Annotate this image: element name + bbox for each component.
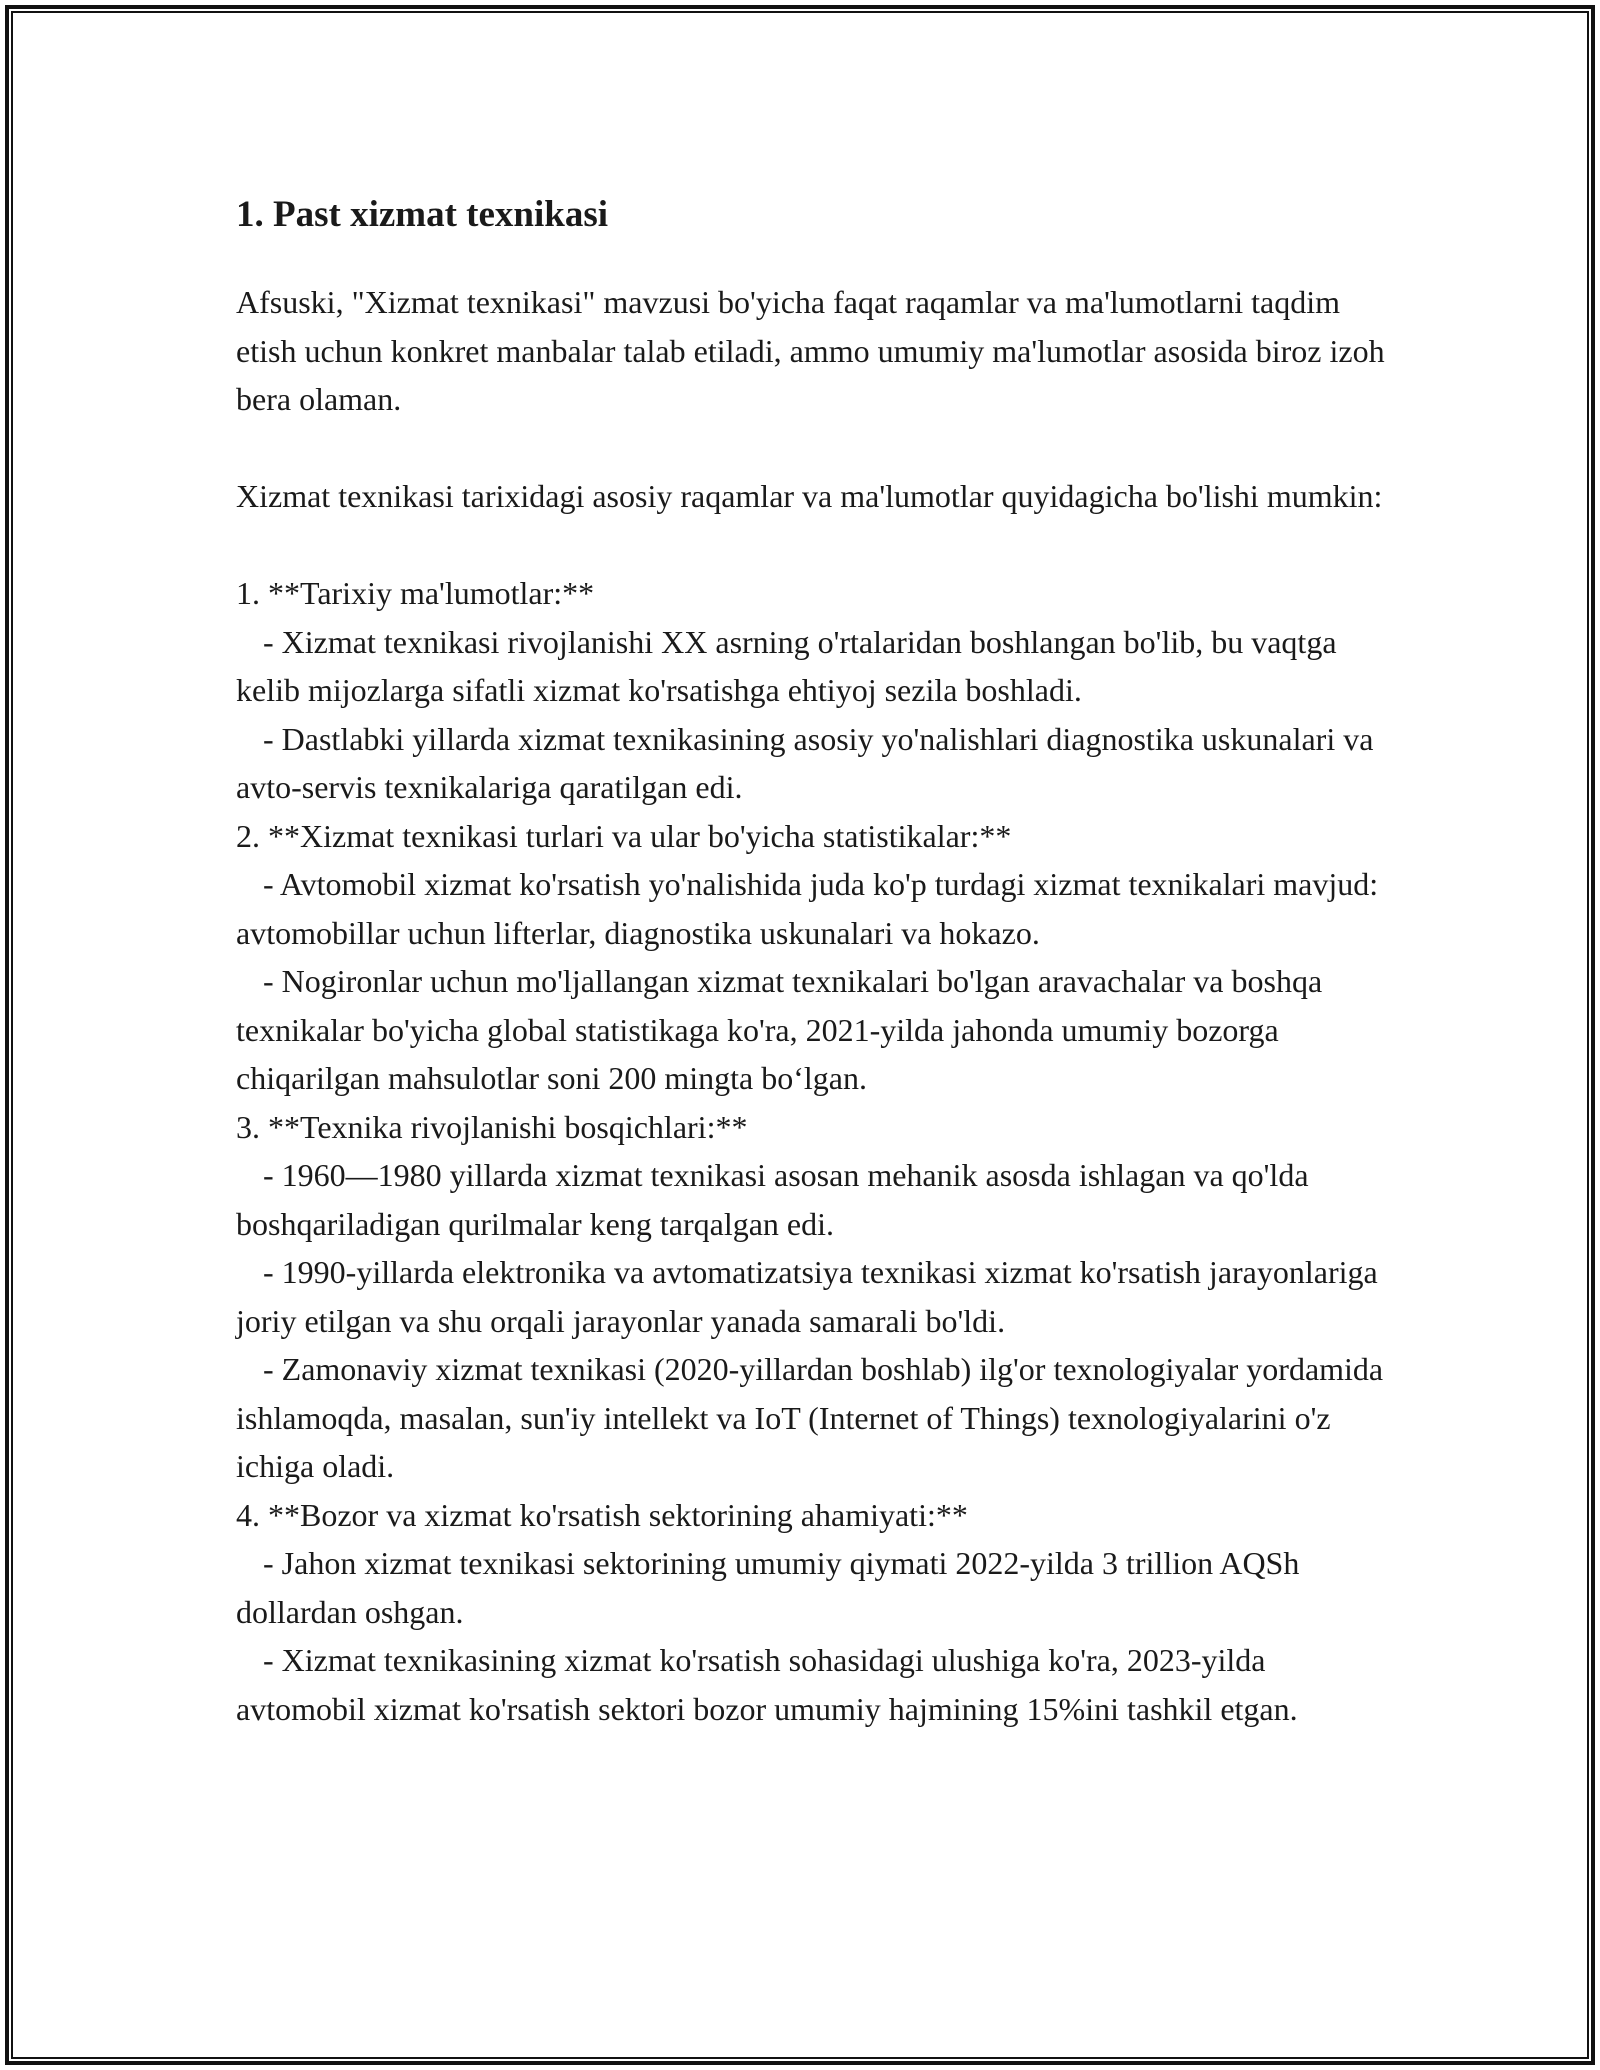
section-heading: 1. **Tarixiy ma'lumotlar:** — [236, 575, 595, 611]
list-item: - Xizmat texnikasining xizmat ko'rsatish sohasidagi ulushiga ko'ra, 2023-yilda avtomobil xizmat ko'rsatish sektori bozor umumiy hajmining 15%ini tashkil etgan. — [236, 1642, 1298, 1727]
list-item: - Avtomobil xizmat ko'rsatish yo'nalishida juda ko'p turdagi xizmat texnikalari mavjud: avtomobillar uchun lifterlar, diagnostika uskunalari va hokazo. — [236, 866, 1379, 951]
document-body — [236, 180, 1386, 1733]
list-item: - 1990-yillarda elektronika va avtomatizatsiya texnikasi xizmat ko'rsatish jarayonlariga joriy etilgan va shu orqali jarayonlar yanada samarali bo'ldi. — [236, 1254, 1378, 1339]
lead-paragraph: Xizmat texnikasi tarixidagi asosiy raqamlar va ma'lumotlar quyidagicha bo'lishi mumkin: — [236, 478, 1383, 514]
list-item: - Zamonaviy xizmat texnikasi (2020-yillardan boshlab) ilg'or texnologiyalar yordamida ishlamoqda, masalan, sun'iy intellekt va IoT (Internet of Things) texnologiyalarini o'z ichiga oladi. — [236, 1351, 1384, 1484]
list-item: - Jahon xizmat texnikasi sektorining umumiy qiymati 2022-yilda 3 trillion AQSh dollardan oshgan. — [236, 1545, 1300, 1630]
page-title: 1. Past xizmat texnikasi — [236, 194, 609, 235]
list-item: - 1960—1980 yillarda xizmat texnikasi asosan mehanik asosda ishlagan va qo'lda boshqariladigan qurilmalar keng tarqalgan edi. — [236, 1157, 1309, 1242]
list-item: - Dastlabki yillarda xizmat texnikasining asosiy yo'nalishlari diagnostika uskunalari va avto-servis texnikalariga qaratilgan edi. — [236, 720, 1374, 805]
section-heading: 3. **Texnika rivojlanishi bosqichlari:** — [236, 1108, 748, 1145]
section-heading: 4. **Bozor va xizmat ko'rsatish sektorining ahamiyati:** — [236, 1496, 968, 1533]
list-item: - Xizmat texnikasi rivojlanishi XX asrning o'rtalaridan boshlangan bo'lib, bu vaqtga kelib mijozlarga sifatli xizmat ko'rsatishga ehtiyoj sezila boshladi. — [236, 623, 1337, 708]
list-item: - Nogironlar uchun mo'ljallangan xizmat texnikalari bo'lgan aravachalar va boshqa texnikalar bo'yicha global statistikaga ko'ra, 2021-yilda jahonda umumiy bozorga chiqarilgan mahsulotlar soni 200 mingta bo‘lgan. — [236, 963, 1323, 1096]
numbered-list — [236, 569, 1386, 1733]
intro-paragraph: Afsuski, "Xizmat texnikasi" mavzusi bo'yicha faqat raqamlar va ma'lumotlarni taqdim etish uchun konkret manbalar talab etiladi, ammo umumiy ma'lumotlar asosida biroz izoh bera olaman. — [236, 284, 1385, 417]
section-heading: 2. **Xizmat texnikasi turlari va ular bo'yicha statistikalar:** — [236, 817, 1012, 854]
document-text — [236, 278, 1386, 1733]
